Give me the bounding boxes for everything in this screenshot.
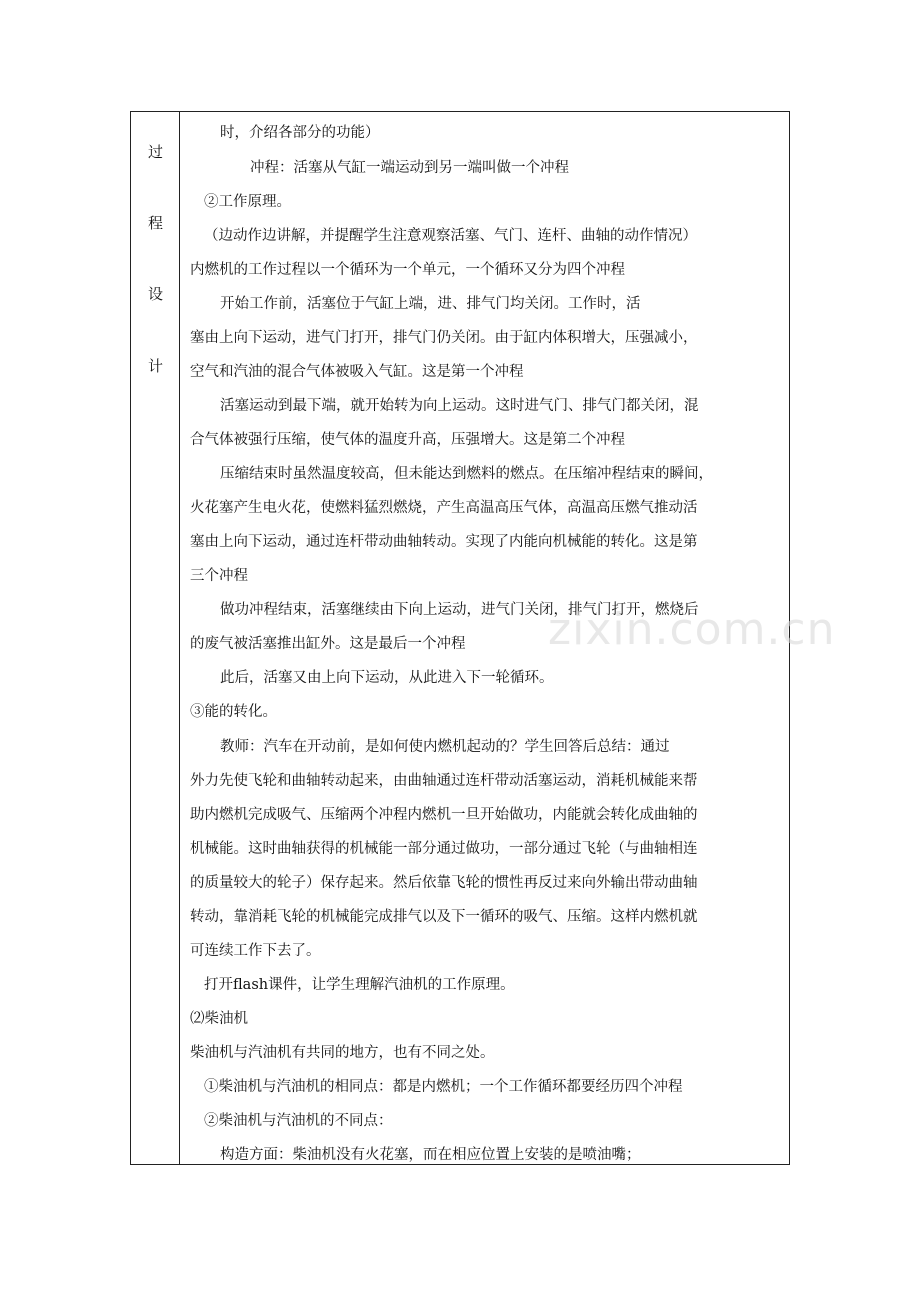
text-line: 压缩结束时虽然温度较高，但未能达到燃料的燃点。在压缩冲程结束的瞬间， — [220, 466, 713, 482]
text-line: 此后，活塞又由上向下运动，从此进入下一轮循环。 — [220, 670, 554, 686]
text-line: ②工作原理。 — [204, 194, 291, 210]
section-label-char: 程 — [147, 214, 163, 232]
text-line: 火花塞产生电火花，使燃料猛烈燃烧，产生高温高压气体，高温高压燃气推动活 — [190, 500, 698, 516]
text-line: 内燃机的工作过程以一个循环为一个单元，一个循环又分为四个冲程 — [190, 262, 625, 278]
section-label-column — [131, 112, 180, 1164]
section-label-char: 过 — [147, 143, 163, 161]
text-line: 冲程：活塞从气缸一端运动到另一端叫做一个冲程 — [250, 160, 569, 176]
text-line: 三个冲程 — [190, 568, 248, 584]
text-line: 教师：汽车在开动前，是如何使内燃机起动的？学生回答后总结：通过 — [220, 739, 670, 755]
text-line: ③能的转化。 — [190, 704, 277, 720]
section-label-char: 计 — [147, 357, 163, 375]
text-line: 时，介绍各部分的功能） — [220, 125, 380, 141]
text-line: 塞由上向下运动，进气门打开，排气门仍关闭。由于缸内体积增大，压强减小， — [190, 330, 698, 346]
text-line: 助内燃机完成吸气、压缩两个冲程内燃机一旦开始做功，内能就会转化成曲轴的 — [190, 807, 698, 823]
text-line: 外力先使飞轮和曲轴转动起来，由曲轴通过连杆带动活塞运动，消耗机械能来帮 — [190, 773, 698, 789]
text-line: 转动，靠消耗飞轮的机械能完成排气以及下一循环的吸气、压缩。这样内燃机就 — [190, 909, 698, 925]
text-line: 柴油机与汽油机有共同的地方，也有不同之处。 — [190, 1045, 495, 1061]
text-line: 可连续工作下去了。 — [190, 943, 321, 959]
text-line: 开始工作前，活塞位于气缸上端，进、排气门均关闭。工作时，活 — [220, 296, 641, 312]
text-line: （边动作边讲解，并提醒学生注意观察活塞、气门、连杆、曲轴的动作情况） — [204, 228, 697, 244]
text-line: 塞由上向下运动，通过连杆带动曲轴转动。实现了内能向机械能的转化。这是第 — [190, 534, 698, 550]
watermark: zixin.com.cn — [548, 604, 836, 655]
text-line: 构造方面：柴油机没有火花塞，而在相应位置上安装的是喷油嘴； — [220, 1147, 641, 1163]
text-line: 做功冲程结束，活塞继续由下向上运动，进气门关闭，排气门打开，燃烧后 — [220, 602, 699, 618]
text-line: 合气体被强行压缩，使气体的温度升高，压强增大。这是第二个冲程 — [190, 432, 625, 448]
text-line: 活塞运动到最下端，就开始转为向上运动。这时进气门、排气门都关闭，混 — [220, 398, 699, 414]
text-line: 空气和汽油的混合气体被吸入气缸。这是第一个冲程 — [190, 364, 524, 380]
text-line: 的质量较大的轮子）保存起来。然后依靠飞轮的惯性再反过来向外输出带动曲轴 — [190, 875, 698, 891]
text-line: ⑵柴油机 — [190, 1011, 248, 1027]
text-line: ②柴油机与汽油机的不同点： — [204, 1113, 393, 1129]
text-line: ①柴油机与汽油机的相同点：都是内燃机；一个工作循环都要经历四个冲程 — [204, 1079, 683, 1095]
section-label-char: 设 — [147, 285, 163, 303]
text-line: 的废气被活塞推出缸外。这是最后一个冲程 — [190, 636, 466, 652]
text-line: 机械能。这时曲轴获得的机械能一部分通过做功，一部分通过飞轮（与曲轴相连 — [190, 841, 698, 857]
text-line: 打开flash课件，让学生理解汽油机的工作原理。 — [204, 977, 515, 993]
